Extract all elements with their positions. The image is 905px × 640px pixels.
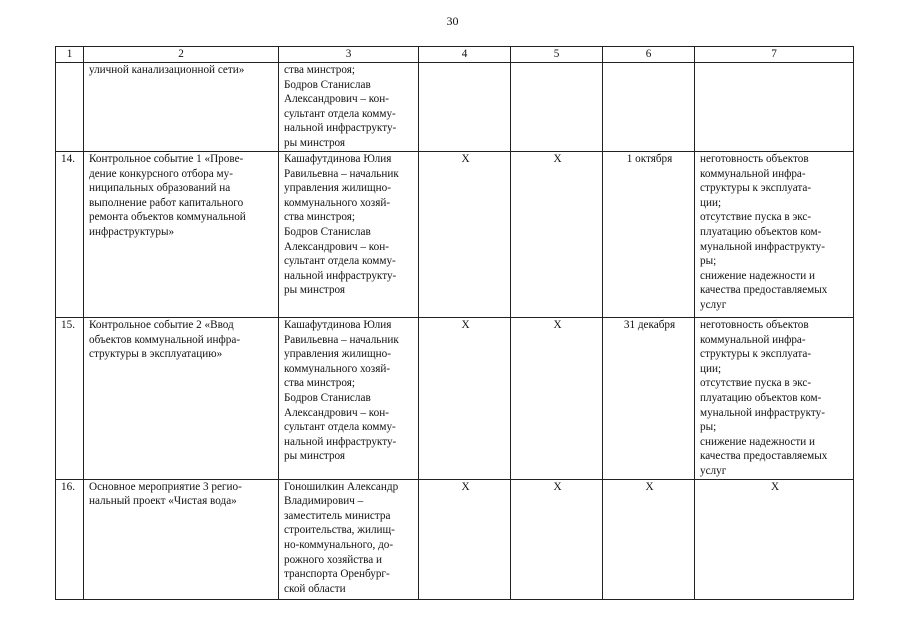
cell-col5: X [511,479,603,599]
responsible: Кашафутдинова Юлия Равильевна – начальник управления жилищно- коммунального хозяй- ства минстроя; Бодров Станислав Александрович – кон- сультант отдела комму- нальной инфраструкту- ры минстроя [279,318,419,480]
responsible: Кашафутдинова Юлия Равильевна – начальник управления жилищно- коммунального хозяй- ства минстроя; Бодров Станислав Александрович – кон- сультант отдела комму- нальной инфраструкту- ры минстроя [279,152,419,318]
responsible: Гоношилкин Александр Владимирович – заместитель министра строительства, жилищ- но-коммунального, до- рожного хозяйства и транспорта Оренбург- ской области [279,479,419,599]
table-row [56,152,854,318]
cell-col5: X [511,318,603,480]
column-header: 5 [511,47,603,63]
cell-col4: X [419,479,511,599]
cell-date [603,63,695,152]
risks: неготовность объектов коммунальной инфра- структуры к эксплуата- ции; отсутствие пуска в экс- плуатацию объектов ком- мунальной инфраструкту- ры; снижение надежности и качества предоставляемых услуг [695,318,854,480]
event-name: Основное мероприятие 3 регио- нальный проект «Чистая вода» [84,479,279,599]
cell-col4 [419,63,511,152]
cell-date: 1 октября [603,152,695,318]
risks: неготовность объектов коммунальной инфра- структуры к эксплуата- ции; отсутствие пуска в экс- плуатацию объектов ком- мунальной инфраструкту- ры; снижение надежности и качества предоставляемых услуг [695,152,854,318]
cell-col5 [511,63,603,152]
responsible: ства минстроя; Бодров Станислав Александрович – кон- сультант отдела комму- нальной инфраструкту- ры минстроя [279,63,419,152]
plan-table [55,46,854,600]
column-header: 3 [279,47,419,63]
column-header: 6 [603,47,695,63]
table-row [56,63,854,152]
event-name: уличной канализационной сети» [84,63,279,152]
event-name: Контрольное событие 2 «Ввод объектов коммунальной инфра- структуры в эксплуатацию» [84,318,279,480]
row-number: 16. [56,479,84,599]
column-header: 7 [695,47,854,63]
column-header: 4 [419,47,511,63]
cell-col4: X [419,152,511,318]
page-number: 30 [446,14,459,28]
row-number: 14. [56,152,84,318]
cell-col6: X [603,479,695,599]
table-row [56,318,854,480]
row-number [56,63,84,152]
risks [695,63,854,152]
header-row [56,47,854,63]
event-name: Контрольное событие 1 «Прове- дение конкурсного отбора му- ниципальных образований на выполнение работ капитального ремонта объектов коммунальной инфраструктуры» [84,152,279,318]
cell-date: 31 декабря [603,318,695,480]
cell-col7: X [695,479,854,599]
cell-col5: X [511,152,603,318]
row-number: 15. [56,318,84,480]
column-header: 2 [84,47,279,63]
cell-col4: X [419,318,511,480]
table-row [56,479,854,599]
column-header: 1 [56,47,84,63]
